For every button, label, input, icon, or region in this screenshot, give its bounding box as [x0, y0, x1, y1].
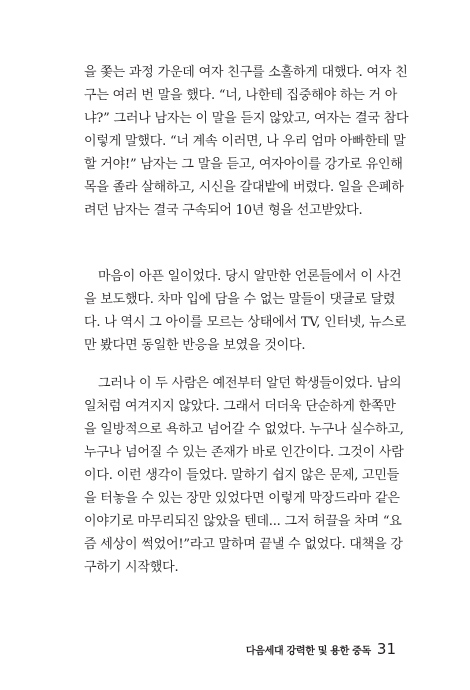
text-line: 을 보도했다. 차마 입에 담을 수 없는 말들이 댓글로 달렸 [84, 292, 396, 307]
text-line: 누구나 넘어질 수 있는 존재가 바로 인간이다. 그것이 사람 [84, 445, 404, 460]
page-number: 31 [376, 640, 396, 658]
text-line: 구하기 시작했다. [84, 560, 179, 575]
text-line: 즘 세상이 썩었어!”라고 말하며 끝낼 수 없었다. 대책을 강 [84, 537, 403, 552]
text-line: 목을 졸라 살해하고, 시신을 갈대밭에 버렸다. 일을 은폐하 [84, 180, 404, 195]
text-line: 할 거야!” 남자는 그 말을 듣고, 여자아이를 강가로 유인해 [84, 157, 403, 172]
text-line: 이렇게 말했다. “너 계속 이러면, 나 우리 엄마 아빠한테 말 [84, 134, 406, 149]
text-line: 냐?” 그러나 남자는 이 말을 듣지 않았고, 여자는 결국 참다 [84, 111, 409, 126]
text-line: 구는 여러 번 말을 했다. “너, 나한테 집중해야 하는 거 아 [84, 88, 398, 103]
paragraph-1 [84, 61, 409, 222]
text-line: 을 일방적으로 욕하고 넘어갈 수 없었다. 누구나 실수하고, [84, 422, 404, 437]
text-line: 이야기로 마무리되진 않았을 텐데... 그저 허끌을 차며 “요 [84, 514, 402, 529]
text-line: 려던 남자는 결국 구속되어 10년 형을 선고받았다. [84, 203, 363, 218]
text-line: 이다. 이런 생각이 들었다. 말하기 쉽지 않은 문제, 고민들 [84, 468, 400, 483]
text-line: 마음이 아픈 일이었다. 당시 알만한 언론들에서 이 사건 [98, 269, 402, 284]
text-line: 을 터놓을 수 있는 장만 있었다면 이렇게 막장드라마 같은 [84, 491, 400, 506]
text-line: 다. 나 역시 그 아이를 모르는 상태에서 TV, 인터넷, 뉴스로 [84, 315, 407, 330]
text-line: 일처럼 여겨지지 않았다. 그래서 더더욱 단순하게 한쪽만 [84, 399, 396, 414]
text-line: 그러나 이 두 사람은 예전부터 알던 학생들이었다. 남의 [98, 376, 402, 391]
book-title: 다음세대 강력한 및 용한 중독 [245, 646, 371, 657]
running-footer [246, 640, 396, 660]
paragraph-3 [84, 372, 404, 579]
paragraph-2 [84, 265, 407, 357]
text-line: 만 봤다면 동일한 반응을 보였을 것이다. [84, 338, 306, 353]
text-line: 을 쫓는 과정 가운데 여자 친구를 소홀하게 대했다. 여자 친 [84, 65, 408, 80]
